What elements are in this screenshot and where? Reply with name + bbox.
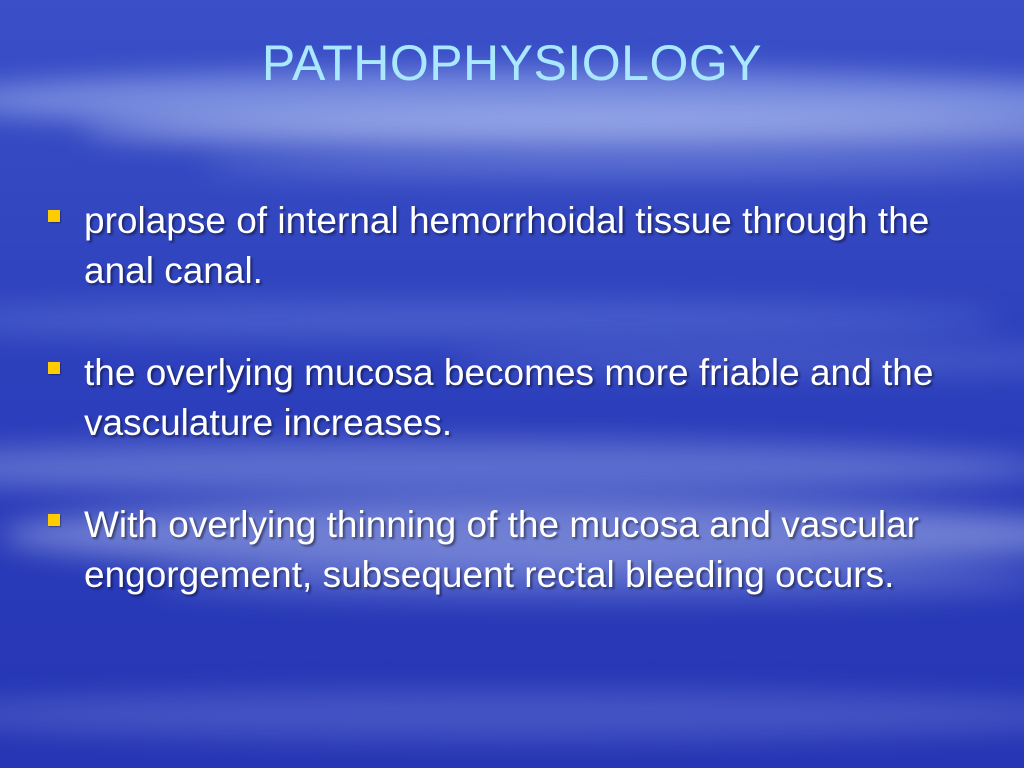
bullet-text: prolapse of internal hemorrhoidal tissue through the anal canal. <box>84 200 930 291</box>
slide-title: PATHOPHYSIOLOGY <box>261 35 763 91</box>
bullet-item <box>44 196 984 296</box>
square-bullet-icon <box>48 362 60 374</box>
square-bullet-icon <box>48 514 60 526</box>
bullet-item <box>44 500 984 600</box>
bullet-text: With overlying thinning of the mucosa and vascular engorgement, subsequent rectal bleeding occurs. <box>84 504 919 595</box>
background-streak <box>200 150 1024 180</box>
background-streak <box>0 690 1024 740</box>
background-streak <box>80 110 1024 150</box>
bullet-list <box>44 196 984 652</box>
bullet-item <box>44 348 984 448</box>
square-bullet-icon <box>48 210 60 222</box>
bullet-text: the overlying mucosa becomes more friable and the vasculature increases. <box>84 352 934 443</box>
